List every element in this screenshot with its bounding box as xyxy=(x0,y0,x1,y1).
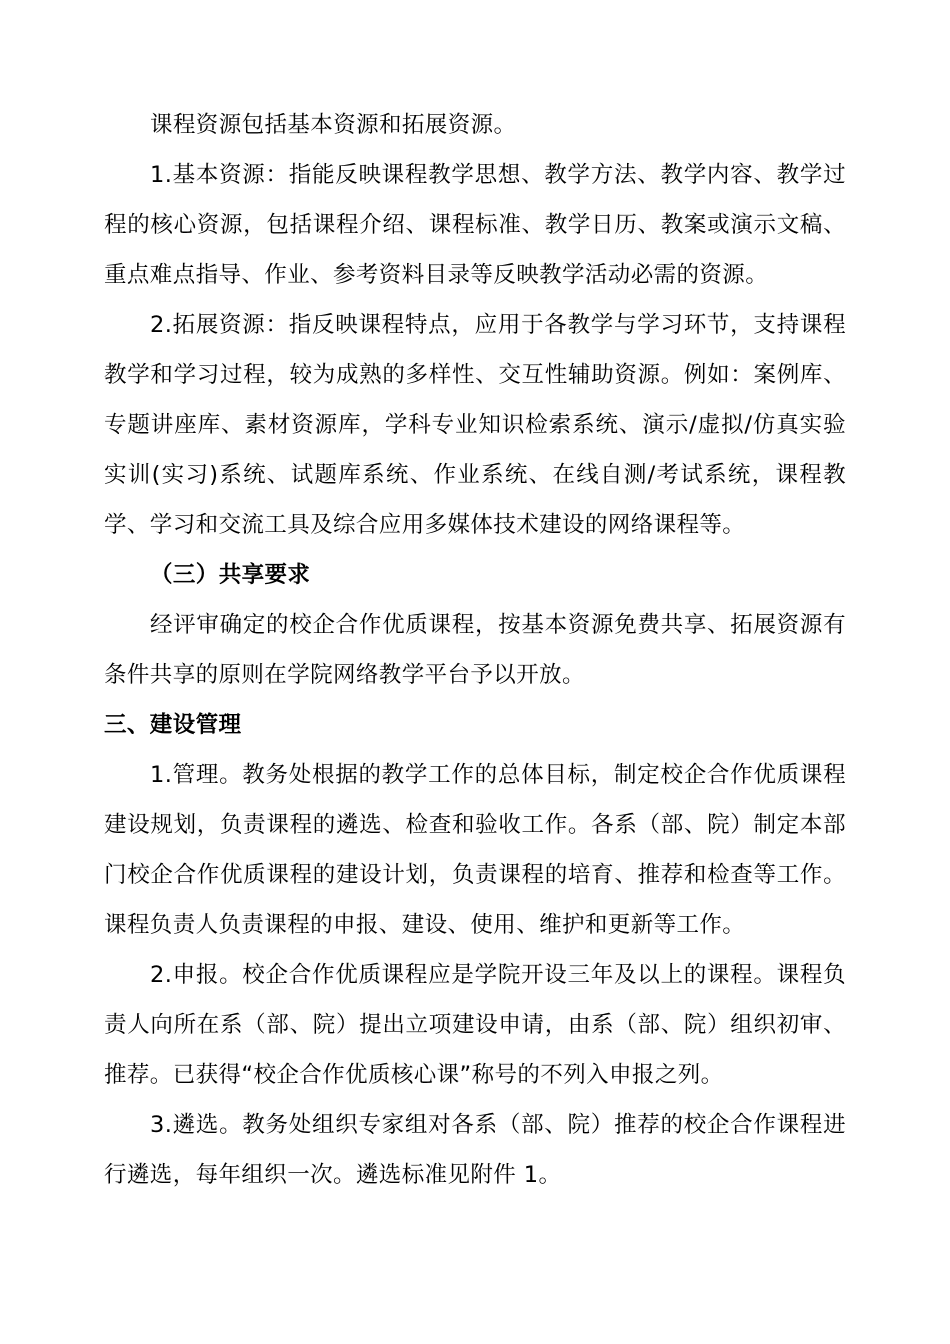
paragraph-resources-intro: 课程资源包括基本资源和拓展资源。 xyxy=(150,112,517,138)
document-body xyxy=(104,100,846,1200)
paragraph-sharing: 经评审确定的校企合作优质课程，按基本资源免费共享、拓展资源有条件共享的原则在学院网络教学平台予以开放。 xyxy=(104,612,846,688)
heading-construction-management: 三、建设管理 xyxy=(104,712,242,738)
paragraph-management: 1.管理。教务处根据的教学工作的总体目标，制定校企合作优质课程建设规划，负责课程的遴选、检查和验收工作。各系（部、院）制定本部门校企合作优质课程的建设计划，负责课程的培育、推荐和检查等工作。课程负责人负责课程的申报、建设、使用、维护和更新等工作。 xyxy=(104,762,846,938)
paragraph-basic-resources: 1.基本资源：指能反映课程教学思想、教学方法、教学内容、教学过程的核心资源，包括课程介绍、课程标准、教学日历、教案或演示文稿、重点难点指导、作业、参考资料目录等反映教学活动必需的资源。 xyxy=(104,162,846,288)
paragraph-application: 2.申报。校企合作优质课程应是学院开设三年及以上的课程。课程负责人向所在系（部、院）提出立项建设申请，由系（部、院）组织初审、推荐。已获得“校企合作优质核心课”称号的不列入申报之列。 xyxy=(104,962,846,1088)
paragraph-selection: 3.遴选。教务处组织专家组对各系（部、院）推荐的校企合作课程进行遴选，每年组织一次。遴选标准见附件 1。 xyxy=(104,1112,846,1188)
heading-sharing-requirements: （三）共享要求 xyxy=(150,562,311,588)
paragraph-extended-resources: 2.拓展资源：指反映课程特点，应用于各教学与学习环节，支持课程教学和学习过程，较为成熟的多样性、交互性辅助资源。例如：案例库、专题讲座库、素材资源库，学科专业知识检索系统、演示/虚拟/仿真实验实训(实习)系统、试题库系统、作业系统、在线自测/考试系统，课程教学、学习和交流工具及综合应用多媒体技术建设的网络课程等。 xyxy=(104,312,846,538)
